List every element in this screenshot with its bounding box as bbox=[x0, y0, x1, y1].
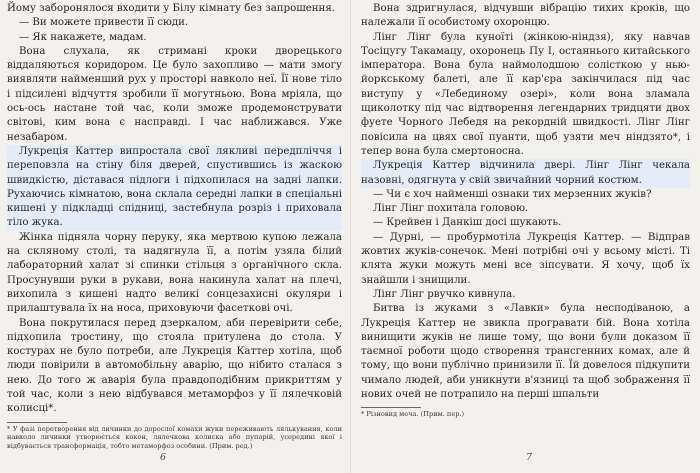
right-page-number: 7 bbox=[526, 452, 533, 463]
right-paragraph-7: — Дурні, — пробурмотіла Лукреція Каттер. — Відправ жовтих жуків-сонечок. Мені потрібні очі у всьому місті. Ті клята жуки можуть мені все зіпсувати. Я хочу, щоб їх знайшли і знищили. bbox=[361, 231, 690, 286]
left-paragraph-2: — Ви можете привести її сюди. bbox=[19, 17, 189, 29]
right-paragraph-4: — Чи є хоч найменші ознаки тих мерзенних жуків? bbox=[373, 188, 652, 200]
footnote-divider bbox=[361, 407, 421, 408]
left-page-number: 6 bbox=[160, 452, 167, 463]
right-paragraph-6: — Крейвен і Данкіш досі шукають. bbox=[373, 217, 562, 229]
right-paragraph-5: Лінг Лінг похитала головою. bbox=[373, 203, 529, 215]
left-paragraph-7: Вона покрутилася перед дзеркалом, аби перевірити себе, підхопила тростину, що стояла притулена до стола. У костурах не було потреби, але Лукреція Каттер хотіла, щоб люди повірили в автомобільну аварію, що нібито сталася з нею. До того ж аварія була правдоподібним прикриттям у той час, коли з нею відбувався метаморфоз у її лялечковій колисці*. bbox=[7, 317, 342, 415]
right-page bbox=[350, 0, 700, 473]
right-paragraph-9: Битва із жуками з «Лавки» була несподіваною, а Лукреція Каттер не звикла програвати бій. Вона хотіла винищити жуків не лише тому, що вони були доказом її таємної роботи щодо створення трансгенних комах, але й тому, що вони публічно принизили її. Їй довелося підкупити чимало людей, аби уникнути в'язниці та щоб зображення її нових очей не потрапило на перші шпальти bbox=[361, 303, 690, 401]
right-paragraph-8: Лінг Лінг рвучко кивнула. bbox=[373, 288, 516, 300]
right-paragraph-2: Лінг Лінг була куноїті (жінкою-ніндзя), яку навчав Тосіцугу Такамацу, охоронець Пу І, останнього китайського імператора. Вона була наймолодшою солісткою у нью-йоркському балеті, але її кар'єра закінчилася під час виступу у «Лебединому озері», коли вона зламала щиколотку під час відтворення легендарних тридцяти двох фуете Чорного Лебедя на рекордній швидкості. Лінг Лінг повісила на цвях свої пуанти, щоб узяти меч ніндзято*, і тепер вона була смертоносна. bbox=[361, 31, 690, 157]
right-paragraph-3: Лукреція Каттер відчинила двері. Лінг Лінг чекала назовні, одягнута у свій звичайний чорний костюм. bbox=[361, 159, 690, 188]
right-paragraph-1: Вона здригнулася, відчувши вібрацію тихих кроків, що належали її особистому охоронцю. bbox=[361, 3, 690, 29]
footnote-divider bbox=[7, 422, 67, 423]
left-paragraph-4: Вона слухала, як стримані кроки дворецького віддаляються коридором. Це було захопливо — мати змогу виявляти найменший рух у просторі навколо неї. Її нове тіло і підсилені відчуття зробили її могутньою. Вона мріяла, що ось-ось настане той час, коли зможе продемонструвати світові, ким вона є насправді. І час наближався. Уже незабаром. bbox=[7, 45, 342, 143]
left-footnote: * У фазі перетворення від личинки до дорослої комахи жуки переживають лялькування, коли навколо личинки утворюється кокон, лялечкова колиска або пупарій, усередині якої і відбувається трансформація, тобто метаморфоз особини. (Прим. ред.) bbox=[7, 424, 342, 450]
left-paragraph-6: Жінка підняла чорну перуку, яка мертвою купою лежала на скляному столі, та надягнула її, а потім узяла білий лабораторний халат зі спинки стільця з органічного скла. Просунувши руки в рукави, вона накинула халат на плечі, вихопила з кишені надто великі сонцезахисні окуляри і прилаштувала їх на носа, приховуючи фасеткові очі. bbox=[7, 231, 342, 315]
right-footnote: * Різновид меча. (Прим. пер.) bbox=[361, 410, 465, 419]
left-paragraph-1: Йому заборонялося входити у Білу кімнату без запрошення. bbox=[7, 3, 335, 14]
left-paragraph-5: Лукреція Каттер випростала свої лякливі передпліччя і переповзла на стіну біля дверей, спустившись із жаскою швидкістю, діставася підлоги і підхопилася на задні лапки. Рухаючись кімнатою, вона склала середні лапки в спеціальні кишені у підкладці спідниці, застебнула розріз і приховала тіло жука. bbox=[7, 145, 342, 231]
left-paragraph-3: — Як накажете, мадам. bbox=[19, 31, 147, 43]
